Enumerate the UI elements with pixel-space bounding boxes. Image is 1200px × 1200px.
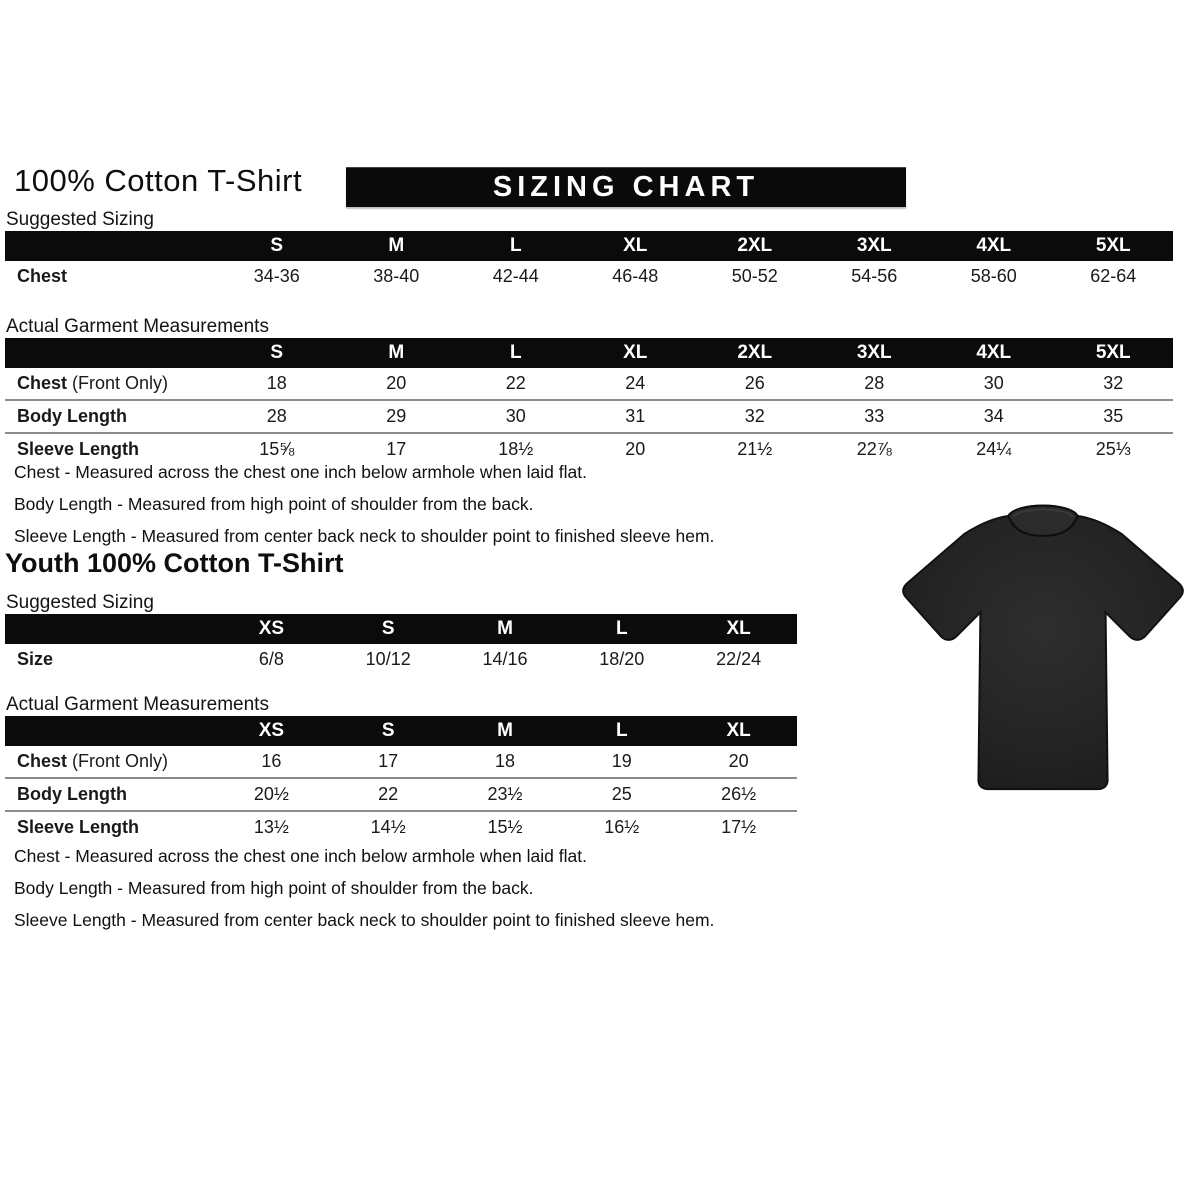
- table-row: [5, 778, 797, 811]
- youth-actual-measurements-label: Actual Garment Measurements: [6, 694, 269, 715]
- adult-suggested-sizing-table: [5, 231, 1173, 292]
- size-column-header: L: [563, 614, 680, 644]
- measurement-cell: 6/8: [258, 649, 284, 669]
- measurement-cell: 54-56: [851, 266, 898, 286]
- sizing-chart-banner: [346, 167, 906, 207]
- measurement-cell: 30: [983, 373, 1004, 393]
- measurement-cell: 17: [378, 751, 399, 771]
- measurement-cell: 31: [576, 400, 696, 433]
- size-header-row: [5, 338, 1173, 368]
- youth-actual-measurements-table: [5, 716, 797, 843]
- measurement-cell: 18: [494, 751, 515, 771]
- size-column-header: 5XL: [1054, 338, 1174, 368]
- size-column-header: L: [563, 716, 680, 746]
- measurement-cell: 19: [611, 751, 632, 771]
- measurement-cell: 34-36: [253, 266, 300, 286]
- measurement-cell: 26½: [680, 778, 797, 811]
- table-row: [5, 400, 1173, 433]
- size-column-header: M: [447, 614, 564, 644]
- measurement-cell: 25⅓: [1054, 433, 1174, 465]
- measurement-cell: 34: [934, 400, 1054, 433]
- measurement-cell: 62-64: [1090, 266, 1137, 286]
- youth-suggested-sizing-label: Suggested Sizing: [6, 592, 154, 613]
- measurement-cell: 20: [576, 433, 696, 465]
- measurement-cell: 13½: [213, 811, 330, 843]
- measurement-cell: 42-44: [492, 266, 539, 286]
- note-chest: Chest - Measured across the chest one inch below armhole when laid flat.: [14, 462, 587, 482]
- size-header-row: [5, 716, 797, 746]
- size-column-header: S: [330, 716, 447, 746]
- size-column-header: 4XL: [934, 338, 1054, 368]
- measurement-cell: 16: [261, 751, 282, 771]
- measurement-cell: 22⅞: [815, 433, 935, 465]
- table-corner-cell: [5, 614, 213, 644]
- measurement-cell: 20: [728, 751, 749, 771]
- size-column-header: 3XL: [815, 338, 935, 368]
- note-chest: Chest - Measured across the chest one inch below armhole when laid flat.: [14, 846, 587, 866]
- measurement-cell: 17: [337, 433, 457, 465]
- measurement-cell: 24¼: [934, 433, 1054, 465]
- size-column-header: XS: [213, 716, 330, 746]
- measurement-cell: 20: [386, 373, 407, 393]
- measurement-cell: 18½: [456, 433, 576, 465]
- size-column-header: 3XL: [815, 231, 935, 261]
- measurement-cell: 22: [330, 778, 447, 811]
- note-body-length: Body Length - Measured from high point of shoulder from the back.: [14, 878, 534, 898]
- size-header-row: [5, 231, 1173, 261]
- size-column-header: XL: [576, 231, 696, 261]
- size-column-header: 2XL: [695, 231, 815, 261]
- youth-measurement-notes: [14, 846, 834, 942]
- measurement-cell: 10/12: [365, 649, 411, 669]
- size-column-header: L: [456, 231, 576, 261]
- measurement-cell: 25: [563, 778, 680, 811]
- measurement-cell: 26: [744, 373, 765, 393]
- table-row: [5, 261, 1173, 292]
- measurement-cell: 32: [1103, 373, 1124, 393]
- table-row: [5, 433, 1173, 465]
- size-column-header: XS: [213, 614, 330, 644]
- note-sleeve-length: Sleeve Length - Measured from center back neck to shoulder point to finished sleeve hem.: [14, 526, 715, 546]
- measurement-cell: 29: [337, 400, 457, 433]
- measurement-cell: 21½: [695, 433, 815, 465]
- page-title: 100% Cotton T-Shirt: [14, 163, 303, 198]
- row-label: Chest (Front Only): [17, 751, 169, 771]
- row-label: Size: [17, 649, 54, 669]
- measurement-cell: 16½: [563, 811, 680, 843]
- measurement-cell: 38-40: [373, 266, 420, 286]
- table-row: [5, 811, 797, 843]
- size-column-header: S: [330, 614, 447, 644]
- measurement-cell: 24: [625, 373, 646, 393]
- table-row: [5, 746, 797, 778]
- measurement-cell: 46-48: [612, 266, 659, 286]
- size-column-header: XL: [680, 614, 797, 644]
- table-corner-cell: [5, 716, 213, 746]
- measurement-cell: 50-52: [731, 266, 778, 286]
- tshirt-body-shape: [903, 516, 1183, 789]
- size-column-header: XL: [576, 338, 696, 368]
- measurement-cell: 33: [815, 400, 935, 433]
- table-corner-cell: [5, 338, 217, 368]
- measurement-cell: 15½: [447, 811, 564, 843]
- size-column-header: XL: [680, 716, 797, 746]
- measurement-cell: 15⅝: [217, 433, 337, 465]
- measurement-cell: 20½: [213, 778, 330, 811]
- size-column-header: M: [447, 716, 564, 746]
- table-corner-cell: [5, 231, 217, 261]
- measurement-cell: 22: [505, 373, 526, 393]
- adult-actual-measurements-label: Actual Garment Measurements: [6, 316, 269, 337]
- measurement-cell: 17½: [680, 811, 797, 843]
- note-sleeve-length: Sleeve Length - Measured from center back neck to shoulder point to finished sleeve hem.: [14, 910, 715, 930]
- measurement-cell: 23½: [447, 778, 564, 811]
- youth-suggested-sizing-table: [5, 614, 797, 675]
- size-header-row: [5, 614, 797, 644]
- sizing-chart-banner-label: SIZING CHART: [492, 170, 760, 203]
- size-column-header: L: [456, 338, 576, 368]
- measurement-cell: 35: [1054, 400, 1174, 433]
- size-column-header: S: [217, 338, 337, 368]
- table-row: [5, 644, 797, 675]
- size-column-header: M: [337, 338, 457, 368]
- row-label: Sleeve Length: [5, 811, 213, 843]
- row-label: Chest (Front Only): [17, 373, 169, 393]
- adult-actual-measurements-table: [5, 338, 1173, 465]
- measurement-cell: 14½: [330, 811, 447, 843]
- row-label: Chest: [17, 266, 68, 286]
- measurement-cell: 14/16: [482, 649, 528, 669]
- measurement-cell: 22/24: [716, 649, 762, 669]
- size-column-header: M: [337, 231, 457, 261]
- table-row: [5, 368, 1173, 400]
- youth-section-title: Youth 100% Cotton T-Shirt: [5, 548, 344, 578]
- measurement-cell: 28: [864, 373, 885, 393]
- row-label: Body Length: [5, 400, 217, 433]
- adult-suggested-sizing-label: Suggested Sizing: [6, 209, 154, 230]
- measurement-cell: 18/20: [599, 649, 645, 669]
- size-column-header: 4XL: [934, 231, 1054, 261]
- row-label: Body Length: [5, 778, 213, 811]
- size-column-header: 2XL: [695, 338, 815, 368]
- measurement-cell: 58-60: [970, 266, 1017, 286]
- measurement-cell: 30: [456, 400, 576, 433]
- measurement-cell: 18: [266, 373, 287, 393]
- measurement-cell: 28: [217, 400, 337, 433]
- adult-measurement-notes: [14, 462, 834, 558]
- note-body-length: Body Length - Measured from high point of shoulder from the back.: [14, 494, 534, 514]
- black-tshirt-image: [893, 490, 1191, 818]
- row-label: Sleeve Length: [5, 433, 217, 465]
- size-column-header: S: [217, 231, 337, 261]
- measurement-cell: 32: [695, 400, 815, 433]
- size-column-header: 5XL: [1054, 231, 1174, 261]
